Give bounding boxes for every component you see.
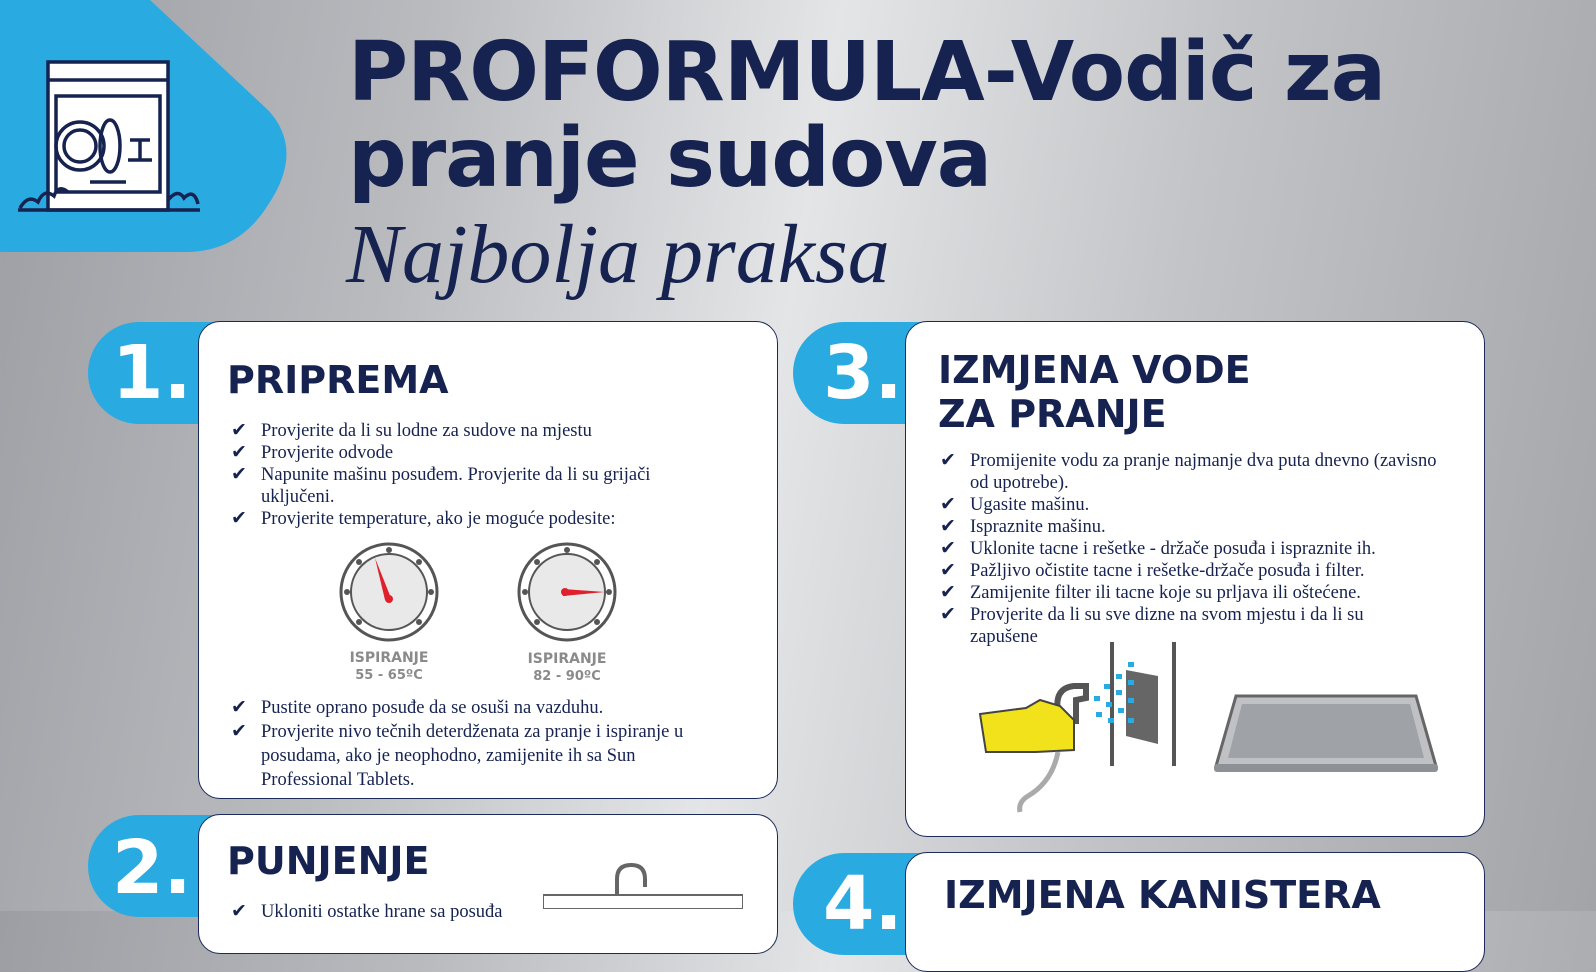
list-item: ✔ Uklonite tacne i rešetke - držače posuđa i ispraznite ih. [940,538,1376,559]
section-4-title: IZMJENA KANISTERA [944,873,1381,917]
list-item: ✔ Napunite mašinu posuđem. Provjerite da li su grijači uključeni. [231,464,651,507]
title-line-2: pranje sudova [348,111,992,206]
list-item: ✔ Zamijenite filter ili tacne koje su prljava ili oštećene. [940,582,1361,603]
header-corner [0,0,290,252]
section-1-number: 1. [112,330,192,416]
check-icon: ✔ [231,420,247,441]
section-1-card [198,321,778,799]
section-3-number: 3. [823,330,903,416]
section-1-list-bottom [229,696,729,792]
section-3-list [938,450,1443,648]
check-icon: ✔ [940,604,956,625]
list-item: ✔ Pažljivo očistite tacne i rešetke-držače posuđa i filter. [940,560,1365,581]
check-icon: ✔ [231,697,247,718]
check-icon: ✔ [231,464,247,485]
check-icon: ✔ [231,442,247,463]
list-item: ✔ Provjerite odvode [231,442,394,463]
list-item: ✔ Promijenite vodu za pranje najmanje dva puta dnevno (zavisno od upotrebe). [940,450,1437,493]
list-item: ✔ Pustite oprano posuđe da se osuši na vazduhu. [231,697,604,718]
check-icon: ✔ [940,450,956,471]
page-title [348,25,1386,206]
section-1-title: PRIPREMA [227,358,449,402]
dial-label-2: ISPIRANJE 82 - 90ºC [527,651,607,684]
list-item: ✔ Ispraznite mašinu. [940,516,1106,537]
list-item: ✔ Provjerite da li su sve dizne na svom mjestu i da li su zapušene [940,604,1364,647]
list-item: ✔ Ugasite mašinu. [940,494,1090,515]
section-3-title-line-1: IZMJENA VODE [938,348,1251,392]
section-1-list-top [229,420,749,530]
check-icon: ✔ [231,901,247,922]
tap-icon [543,859,743,909]
section-2-number: 2. [112,825,192,911]
check-icon: ✔ [940,516,956,537]
section-3-title [938,348,1251,436]
thermometer-dial-icon [337,540,441,644]
list-item: ✔ Ukloniti ostatke hrane sa posuđa [231,901,503,922]
section-2-list [229,901,529,923]
glove-spray-icon [976,640,1216,815]
check-icon: ✔ [231,721,247,742]
list-item: ✔ Provjerite da li su lodne za sudove na mjestu [231,420,592,441]
list-item: ✔ Provjerite temperature, ako je moguće podesite: [231,508,616,529]
list-item: ✔ Provjerite nivo tečnih deterdženata za pranje i ispiranje u posudama, ako je neophodno, zamijenite ih sa Sun Professional Tablets. [231,721,684,790]
section-2-card [198,814,778,954]
section-4-card [905,852,1485,972]
section-4-number: 4. [823,861,903,947]
dial-label-1: ISPIRANJE 55 - 65ºC [349,650,429,683]
check-icon: ✔ [231,508,247,529]
check-icon: ✔ [940,494,956,515]
check-icon: ✔ [940,582,956,603]
section-3-card [905,321,1485,837]
check-icon: ✔ [940,538,956,559]
tray-icon [1212,692,1440,776]
check-icon: ✔ [940,560,956,581]
page-subtitle: Najbolja praksa [346,208,890,301]
thermometer-dial-icon [515,540,619,644]
title-line-1: PROFORMULA-Vodič za [348,25,1386,120]
section-2-title: PUNJENJE [227,839,430,883]
section-3-title-line-2: ZA PRANJE [938,392,1167,436]
